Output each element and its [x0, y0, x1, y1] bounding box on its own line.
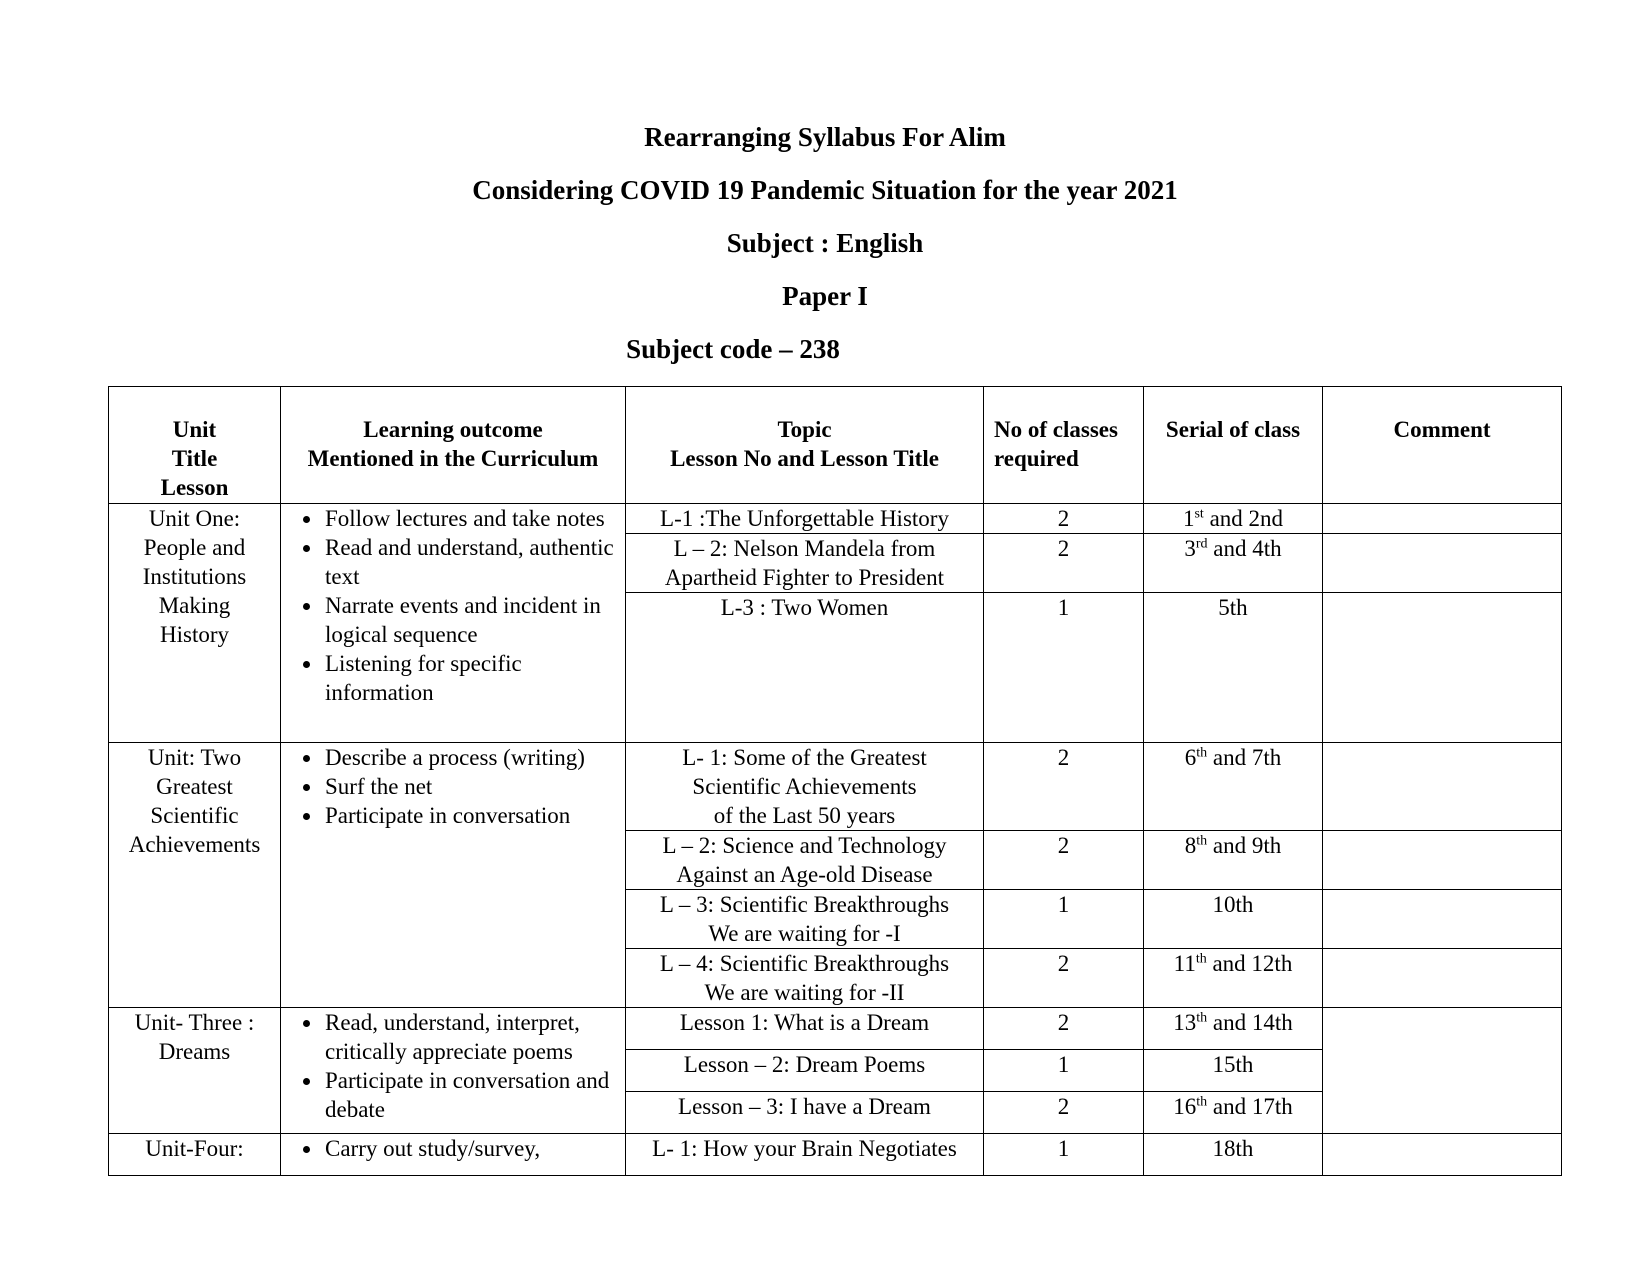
header-unit: Unit Title Lesson — [109, 387, 281, 504]
comment-cell — [1323, 534, 1562, 593]
topic-cell: L- 1: Some of the Greatest Scientific Achievements of the Last 50 years — [626, 743, 984, 831]
header-topic: Topic Lesson No and Lesson Title — [626, 387, 984, 504]
outcome-item: • Narrate events and incident in logical sequence — [323, 591, 619, 649]
serial-cell: 6th and 7th — [1144, 743, 1323, 831]
topic-cell: L – 4: Scientific Breakthroughs We are waiting for -II — [626, 949, 984, 1008]
comment-cell — [1323, 504, 1562, 534]
learning-outcome-cell — [281, 504, 626, 743]
classes-cell: 1 — [984, 593, 1144, 743]
topic-cell: L-3 : Two Women — [626, 593, 984, 743]
learning-outcome-cell — [281, 1134, 626, 1176]
table-row — [109, 504, 1562, 534]
subject-label: Subject : English — [726, 228, 924, 258]
serial-cell: 16th and 17th — [1144, 1092, 1323, 1134]
outcome-item: • Surf the net — [323, 772, 619, 801]
unit-title-cell: Unit: Two Greatest Scientific Achievements — [109, 743, 281, 1008]
header-classes-required: No of classes required — [984, 387, 1144, 504]
outcome-item: • Read, understand, interpret, critically appreciate poems — [323, 1008, 619, 1066]
serial-cell: 8th and 9th — [1144, 831, 1323, 890]
classes-cell: 2 — [984, 1092, 1144, 1134]
outcome-item: • Read and understand, authentic text — [323, 533, 619, 591]
classes-cell: 2 — [984, 831, 1144, 890]
comment-cell — [1323, 743, 1562, 831]
doc-title: Rearranging Syllabus For Alim — [644, 122, 1006, 152]
outcome-item: • Participate in conversation and debate — [323, 1066, 619, 1124]
comment-cell — [1323, 890, 1562, 949]
outcome-item: • Describe a process (writing) — [323, 743, 619, 772]
paper-label: Paper I — [782, 281, 868, 311]
classes-cell: 1 — [984, 890, 1144, 949]
serial-cell: 5th — [1144, 593, 1323, 743]
table-header-row — [109, 387, 1562, 504]
serial-cell: 1st and 2nd — [1144, 504, 1323, 534]
outcome-item: • Participate in conversation — [323, 801, 619, 830]
topic-cell: L – 2: Science and Technology Against an Age-old Disease — [626, 831, 984, 890]
classes-cell: 2 — [984, 1008, 1144, 1050]
doc-subtitle: Considering COVID 19 Pandemic Situation for the year 2021 — [472, 175, 1178, 205]
topic-cell: L – 2: Nelson Mandela from Apartheid Fighter to President — [626, 534, 984, 593]
topic-cell: L-1 :The Unforgettable History — [626, 504, 984, 534]
serial-cell: 11th and 12th — [1144, 949, 1323, 1008]
syllabus-table — [108, 386, 1562, 1176]
unit-title-cell: Unit-Four: — [109, 1134, 281, 1176]
serial-cell: 10th — [1144, 890, 1323, 949]
learning-outcome-cell — [281, 743, 626, 1008]
topic-cell: L – 3: Scientific Breakthroughs We are waiting for -I — [626, 890, 984, 949]
classes-cell: 2 — [984, 949, 1144, 1008]
serial-cell: 15th — [1144, 1050, 1323, 1092]
header-learning-outcome: Learning outcome Mentioned in the Curriculum — [281, 387, 626, 504]
topic-cell: Lesson – 3: I have a Dream — [626, 1092, 984, 1134]
classes-cell: 2 — [984, 743, 1144, 831]
serial-cell: 13th and 14th — [1144, 1008, 1323, 1050]
comment-cell — [1323, 593, 1562, 743]
classes-cell: 1 — [984, 1050, 1144, 1092]
comment-cell — [1323, 1134, 1562, 1176]
table-row — [109, 1008, 1562, 1050]
classes-cell: 2 — [984, 504, 1144, 534]
header-serial: Serial of class — [1144, 387, 1323, 504]
learning-outcome-cell — [281, 1008, 626, 1134]
unit-title-cell: Unit One: People and Institutions Making History — [109, 504, 281, 743]
outcome-item: • Follow lectures and take notes — [323, 504, 619, 533]
comment-cell — [1323, 949, 1562, 1008]
comment-cell — [1323, 1008, 1562, 1134]
topic-cell: Lesson 1: What is a Dream — [626, 1008, 984, 1050]
classes-cell: 1 — [984, 1134, 1144, 1176]
table-row — [109, 1134, 1562, 1176]
topic-cell: L- 1: How your Brain Negotiates — [626, 1134, 984, 1176]
topic-cell: Lesson – 2: Dream Poems — [626, 1050, 984, 1092]
serial-cell: 18th — [1144, 1134, 1323, 1176]
subject-code: Subject code – 238 — [626, 334, 840, 364]
unit-title-cell: Unit- Three : Dreams — [109, 1008, 281, 1134]
classes-cell: 2 — [984, 534, 1144, 593]
header-comment: Comment — [1323, 387, 1562, 504]
outcome-item: • Listening for specific information — [323, 649, 619, 707]
comment-cell — [1323, 831, 1562, 890]
outcome-item: • Carry out study/survey, — [323, 1134, 619, 1163]
table-row — [109, 743, 1562, 831]
serial-cell: 3rd and 4th — [1144, 534, 1323, 593]
